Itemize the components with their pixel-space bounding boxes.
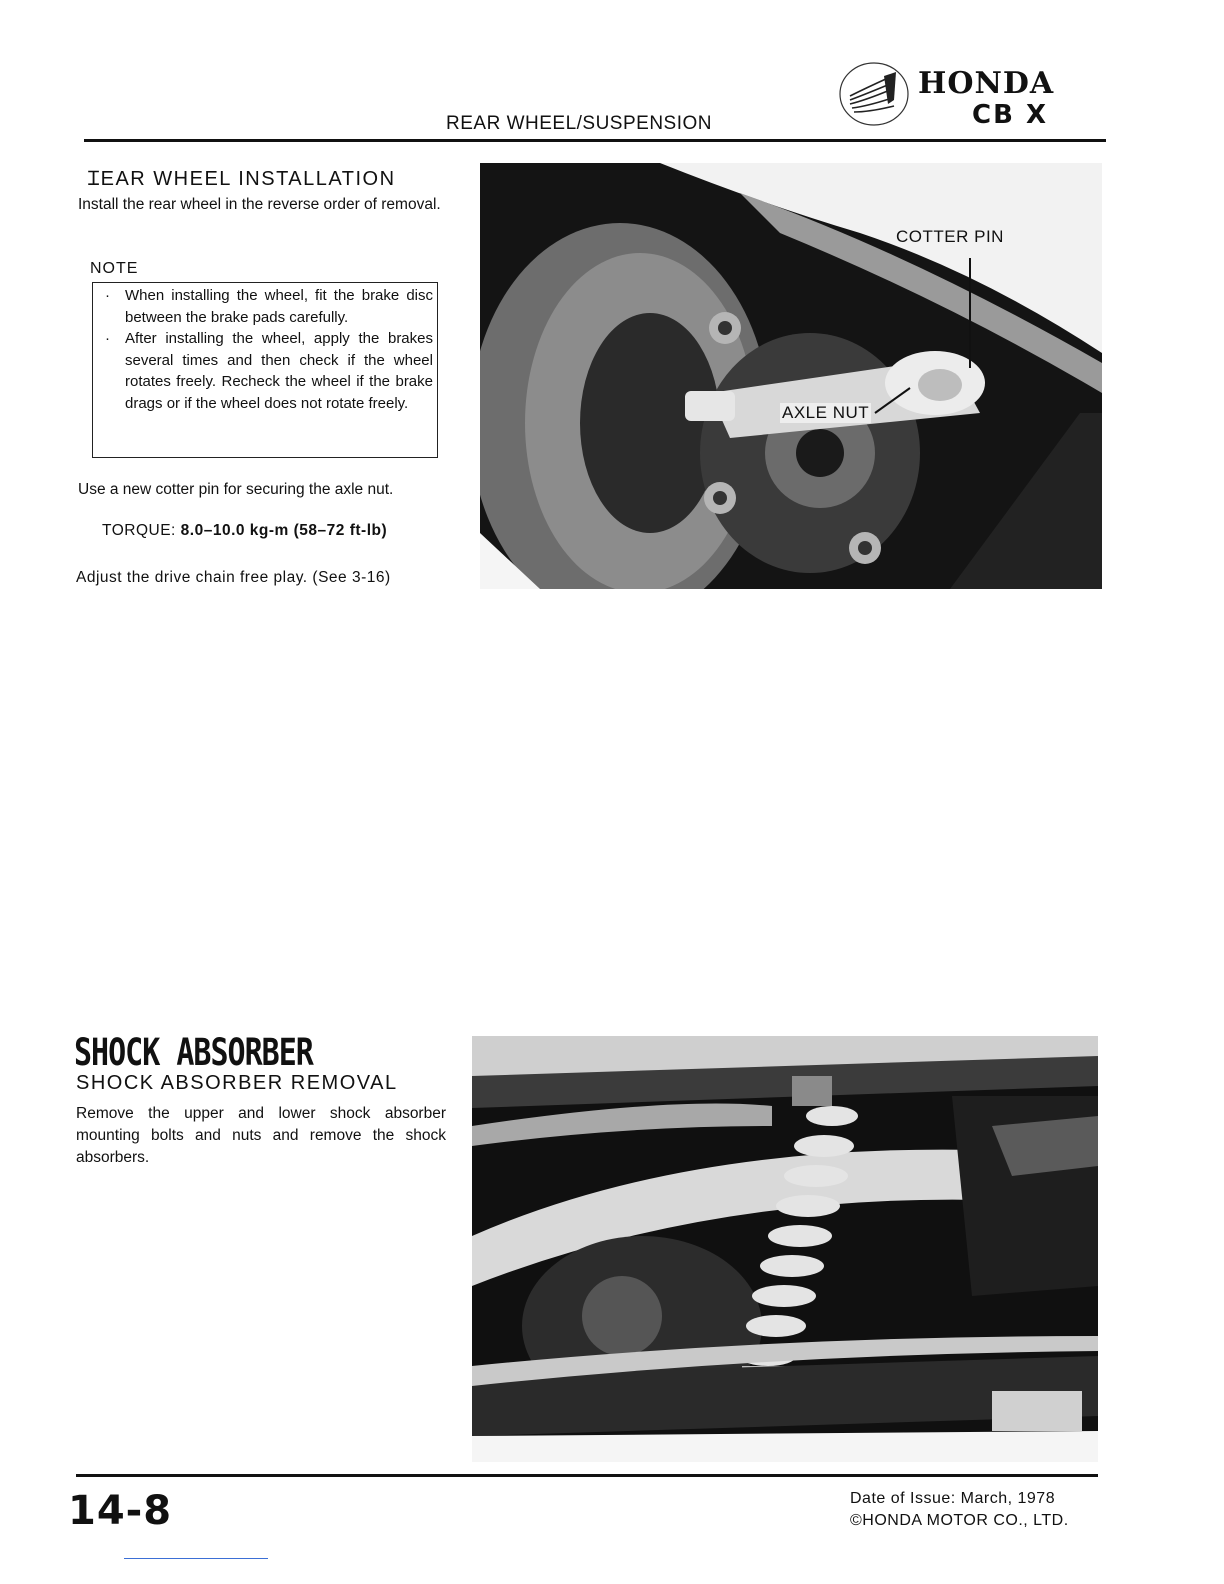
note-text: When installing the wheel, fit the brake disc between the brake pads carefully. (125, 287, 433, 326)
model-name: CB X (972, 100, 1048, 130)
issue-date: Date of Issue: March, 1978 (850, 1490, 1056, 1507)
running-header: REAR WHEEL/SUSPENSION (446, 113, 712, 134)
install-intro: Install the rear wheel in the reverse order of removal. (78, 196, 441, 213)
heading-shock-absorber: SHOCK ABSORBER (74, 1031, 313, 1075)
bullet: · (105, 330, 110, 348)
note-label: NOTE (90, 260, 139, 277)
issue-info (850, 1488, 1069, 1532)
footer-rule (76, 1474, 1098, 1477)
chain-adjust-instruction: Adjust the drive chain free play. (See 3-16) (76, 569, 391, 586)
page-number: 14-8 (68, 1488, 173, 1534)
note-text: After installing the wheel, apply the brakes several times and then check if the wheel rotates freely. Recheck the wheel if the brake drags or if the wheel does not rotate freely. (125, 330, 433, 412)
note-item (103, 328, 433, 414)
section-title-installation: ꞮEAR WHEEL INSTALLATION (88, 168, 396, 190)
torque-label: TORQUE: (102, 522, 176, 539)
header-rule (84, 139, 1106, 142)
note-box (92, 282, 438, 458)
link-underline (124, 1558, 268, 1559)
honda-wing-logo-icon (836, 60, 912, 128)
rear-axle-photo (480, 163, 1102, 589)
axle-nut-label: AXLE NUT (782, 403, 870, 422)
torque-spec (102, 522, 387, 540)
copyright: ©HONDA MOTOR CO., LTD. (850, 1512, 1069, 1529)
torque-value: 8.0–10.0 kg-m (58–72 ft-lb) (180, 522, 388, 539)
subheading-shock-removal: SHOCK ABSORBER REMOVAL (76, 1072, 398, 1094)
brand-name: HONDA (918, 66, 1055, 101)
shock-absorber-photo (472, 1036, 1098, 1462)
cotter-pin-instruction: Use a new cotter pin for securing the axle nut. (78, 481, 394, 498)
cotter-pin-label: COTTER PIN (896, 227, 1004, 246)
bullet: · (105, 287, 110, 304)
shock-removal-instruction: Remove the upper and lower shock absorber mounting bolts and nuts and remove the shock absorbers. (76, 1105, 446, 1166)
note-item (103, 285, 433, 328)
